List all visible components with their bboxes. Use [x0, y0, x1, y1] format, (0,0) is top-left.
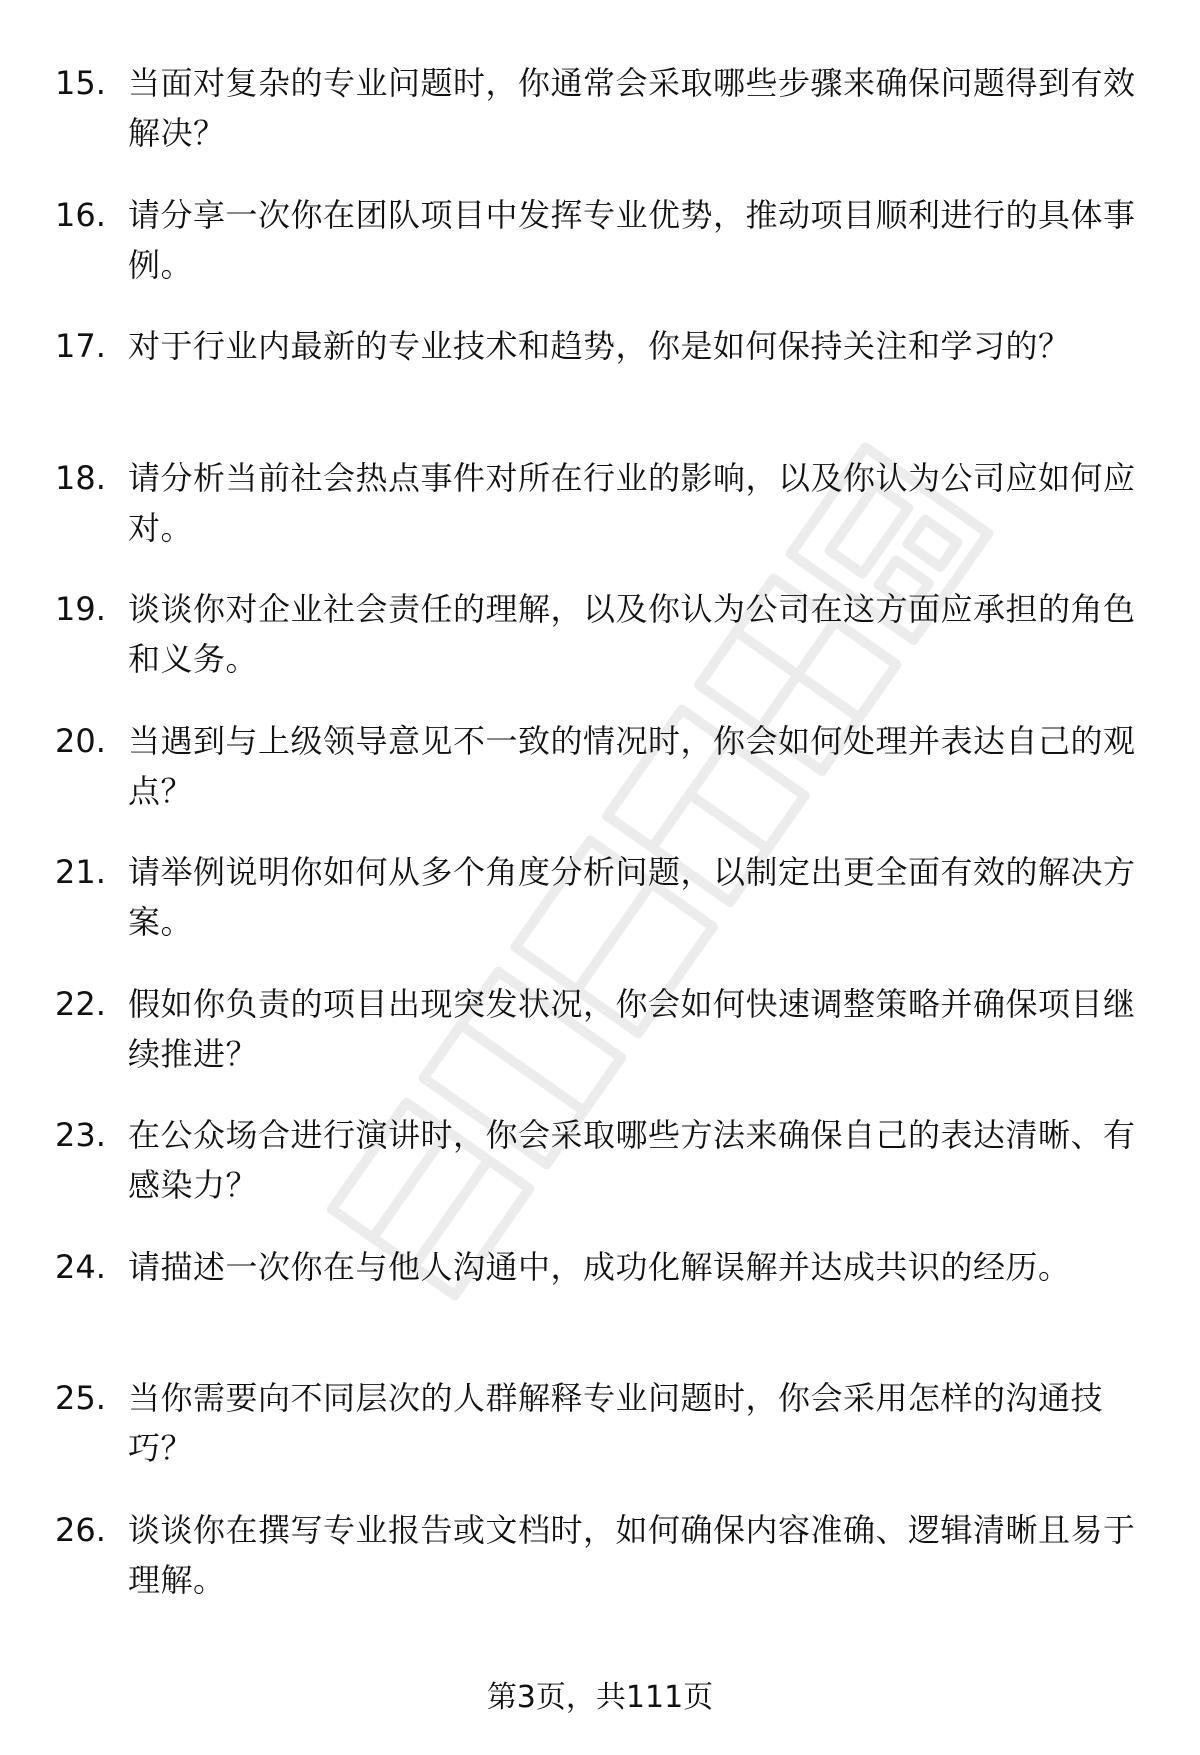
question-item: [0, 716, 1200, 848]
question-item: [0, 1242, 1200, 1374]
question-list: [0, 58, 1200, 1636]
question-number: 17.: [55, 327, 106, 365]
question-number: 21.: [55, 853, 106, 891]
question-item: [0, 1373, 1200, 1505]
question-number: 18.: [55, 458, 106, 497]
question-text: 当遇到与上级领导意见不一致的情况时，你会如何处理并表达自己的观点？: [128, 721, 1136, 810]
question-number: 23.: [55, 1116, 106, 1154]
question-text: 谈谈你对企业社会责任的理解，以及你认为公司在这方面应承担的角色和义务。: [128, 590, 1136, 678]
question-number: 19.: [55, 590, 106, 628]
question-number: 22.: [55, 984, 106, 1023]
question-text: 谈谈你在撰写专业报告或文档时，如何确保内容准确、逻辑清晰且易于理解。: [128, 1510, 1136, 1599]
question-text: 请分析当前社会热点事件对所在行业的影响，以及你认为公司应如何应对。: [128, 458, 1136, 547]
question-number: 25.: [55, 1379, 106, 1417]
question-text: 请分享一次你在团队项目中发挥专业优势，推动项目顺利进行的具体事例。: [128, 195, 1136, 284]
question-number: 15.: [55, 64, 106, 102]
question-text: 当面对复杂的专业问题时，你通常会采取哪些步骤来确保问题得到有效解决？: [128, 64, 1136, 152]
question-text: 请描述一次你在与他人沟通中，成功化解误解并达成共识的经历。: [128, 1247, 1071, 1286]
question-text: 请举例说明你如何从多个角度分析问题，以制定出更全面有效的解决方案。: [128, 853, 1136, 941]
question-item: [0, 979, 1200, 1111]
question-item: [0, 584, 1200, 716]
question-item: [0, 453, 1200, 585]
page-number-label: 第3页，共111页: [486, 1680, 714, 1715]
question-item: [0, 1110, 1200, 1242]
question-number: 16.: [55, 195, 106, 234]
question-item: [0, 190, 1200, 322]
question-text: 假如你负责的项目出现突发状况，你会如何快速调整策略并确保项目继续推进？: [128, 984, 1136, 1073]
question-number: 20.: [55, 721, 106, 760]
question-item: [0, 321, 1200, 453]
question-item: [0, 1505, 1200, 1637]
question-number: 26.: [55, 1510, 106, 1549]
question-text: 当你需要向不同层次的人群解释专业问题时，你会采用怎样的沟通技巧？: [128, 1379, 1104, 1467]
page-footer: [0, 1678, 1200, 1718]
question-item: [0, 847, 1200, 979]
question-text: 对于行业内最新的专业技术和趋势，你是如何保持关注和学习的？: [128, 327, 1071, 365]
question-item: [0, 58, 1200, 190]
question-number: 24.: [55, 1247, 106, 1286]
question-text: 在公众场合进行演讲时，你会采取哪些方法来确保自己的表达清晰、有感染力？: [128, 1116, 1136, 1204]
